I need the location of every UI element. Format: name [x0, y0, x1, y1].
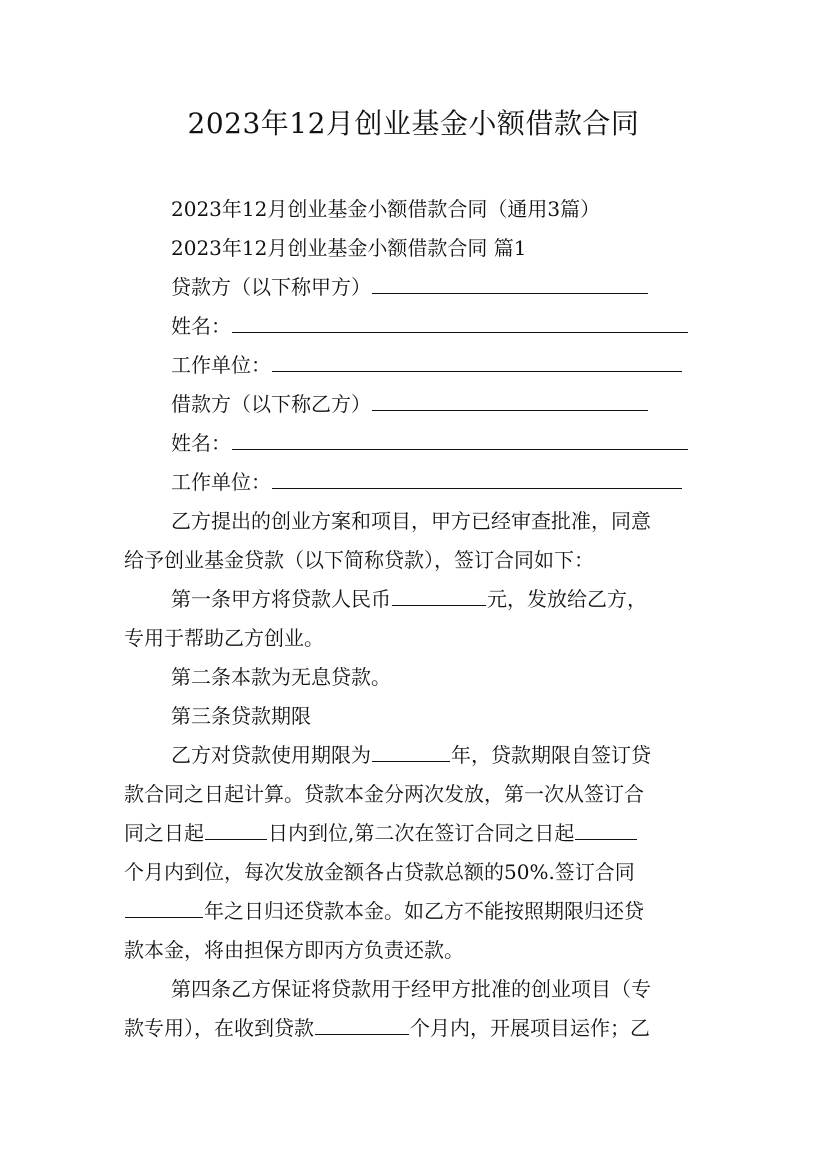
- article-1-text-b: 元，发放给乙方，: [487, 587, 647, 611]
- borrower-name-line: [124, 424, 704, 463]
- article-4-months-blank: [315, 1010, 409, 1035]
- lender-name-label: 姓名：: [171, 314, 231, 338]
- lender-work-blank: [272, 347, 682, 372]
- document-subtitle: 2023年12月创业基金小额借款合同（通用3篇）: [171, 197, 601, 221]
- lender-name-line: [124, 307, 704, 346]
- borrower-label: 借款方（以下称乙方）: [171, 392, 371, 416]
- lender-work-label: 工作单位：: [171, 353, 271, 377]
- article-4-line-2: [124, 1009, 704, 1048]
- article-3-l3-text-a: 同之日起: [124, 821, 204, 845]
- article-3-line-3: [124, 814, 704, 853]
- article-2: 第二条本款为无息贷款。: [171, 665, 391, 689]
- borrower-work-blank: [272, 464, 682, 489]
- article-1-line-2: 专用于帮助乙方创业。: [124, 626, 324, 650]
- article-3-text-b: 年，贷款期限自签订贷: [451, 743, 651, 767]
- article-4-text-b: 个月内，开展项目运作；乙: [410, 1016, 650, 1040]
- article-3-title: 第三条贷款期限: [171, 704, 311, 728]
- article-1-amount-blank: [392, 581, 486, 606]
- intro-line-2: 给予创业基金贷款（以下简称贷款），签订合同如下：: [124, 548, 594, 572]
- article-3-line-1: [124, 736, 704, 775]
- article-3-days-blank: [205, 815, 267, 840]
- lender-name-blank: [232, 308, 688, 333]
- borrower-work-label: 工作单位：: [171, 470, 271, 494]
- borrower-line: [124, 385, 704, 424]
- article-3-line-2: 款合同之日起计算。贷款本金分两次发放，第一次从签订合: [124, 782, 644, 806]
- article-3-l5-text: 年之日归还贷款本金。如乙方不能按照期限归还贷: [204, 899, 644, 923]
- article-3-text-a: 乙方对贷款使用期限为: [171, 743, 371, 767]
- lender-work-line: [124, 346, 704, 385]
- intro-line-1: 乙方提出的创业方案和项目，甲方已经审查批准，同意: [171, 509, 651, 533]
- borrower-blank: [372, 386, 648, 411]
- borrower-work-line: [124, 463, 704, 502]
- document-body: [124, 190, 704, 1048]
- borrower-name-label: 姓名：: [171, 431, 231, 455]
- section-heading: 2023年12月创业基金小额借款合同 篇1: [171, 236, 527, 260]
- article-4-line-1: 第四条乙方保证将贷款用于经甲方批准的创业项目（专: [171, 977, 651, 1001]
- article-3-months-blank: [575, 815, 637, 840]
- lender-line: [124, 268, 704, 307]
- lender-label: 贷款方（以下称甲方）: [171, 275, 371, 299]
- document-title: 2023年12月创业基金小额借款合同: [187, 107, 640, 140]
- article-1-text-a: 第一条甲方将贷款人民币: [171, 587, 391, 611]
- article-3-line-5: [124, 892, 704, 931]
- lender-blank: [372, 269, 648, 294]
- article-3-line-6: 款本金，将由担保方即丙方负责还款。: [124, 938, 464, 962]
- article-3-term-blank: [372, 737, 450, 762]
- article-3-line-4: 个月内到位，每次发放金额各占贷款总额的50%.签订合同: [124, 860, 635, 884]
- article-3-years-blank: [125, 893, 203, 918]
- article-4-text-a: 款专用），在收到贷款: [124, 1016, 314, 1040]
- borrower-name-blank: [232, 425, 688, 450]
- article-3-l3-text-b: 日内到位,第二次在签订合同之日起: [268, 821, 575, 845]
- article-1-line-1: [124, 580, 704, 619]
